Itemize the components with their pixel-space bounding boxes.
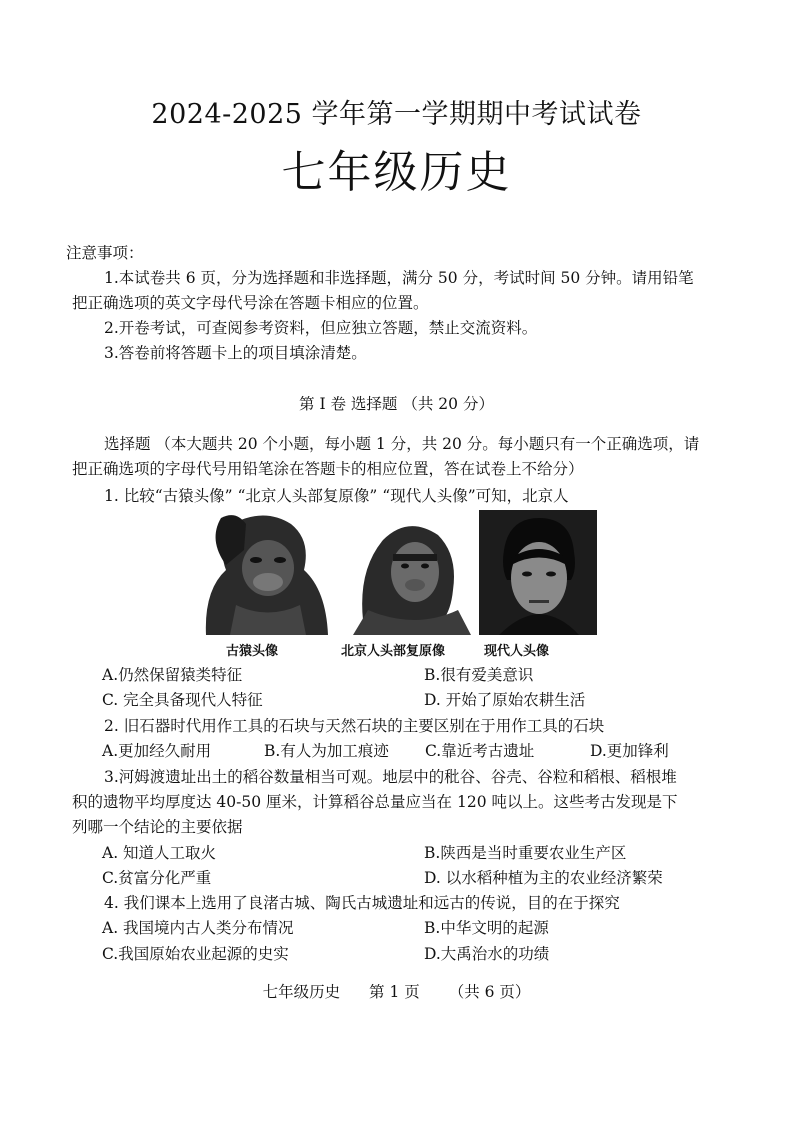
modern-man-head-image xyxy=(479,510,597,635)
exam-title: 2024-2025 学年第一学期期中考试试卷 xyxy=(151,99,642,130)
section-instructions: 选择题 （本大题共 20 个小题，每小题 1 分，共 20 分。每小题只有一个正确选项，请 xyxy=(104,435,700,453)
caption-ape-head: 古猿头像 xyxy=(226,644,279,659)
q3-stem: 3.河姆渡遗址出土的稻谷数量相当可观。地层中的秕谷、谷壳、谷粒和稻根、稻根堆 xyxy=(104,768,677,786)
q3-option-a: A. 知道人工取火 xyxy=(102,844,217,862)
q1-option-c: C. 完全具备现代人特征 xyxy=(102,691,263,709)
q3-option-b: B.陕西是当时重要农业生产区 xyxy=(424,844,627,862)
peking-man-bust-image xyxy=(343,510,473,635)
q2-option-c: C.靠近考古遗址 xyxy=(425,742,535,760)
notice-item-1: 1.本试卷共 6 页，分为选择题和非选择题，满分 50 分，考试时间 50 分钟。请用铅笔 xyxy=(104,269,694,287)
q3-stem-cont-2: 列哪一个结论的主要依据 xyxy=(72,818,243,836)
exam-subject: 七年级历史 xyxy=(281,147,512,198)
q1-stem: 1. 比较“古猿头像” “北京人头部复原像” “现代人头像”可知，北京人 xyxy=(104,487,569,505)
q4-option-c: C.我国原始农业起源的史实 xyxy=(102,945,289,963)
notice-item-3: 3.答卷前将答题卡上的项目填涂清楚。 xyxy=(104,344,367,362)
q1-option-d: D. 开始了原始农耕生活 xyxy=(424,691,586,709)
q2-option-d: D.更加锋利 xyxy=(590,742,669,760)
q3-option-c: C.贫富分化严重 xyxy=(102,869,212,887)
caption-peking-man: 北京人头部复原像 xyxy=(341,644,446,659)
footer-subject: 七年级历史 xyxy=(262,983,341,1001)
footer-total-pages: （共 6 页） xyxy=(448,983,531,1001)
page-footer xyxy=(0,980,793,1002)
notice-heading: 注意事项： xyxy=(66,244,144,262)
q2-option-b: B.有人为加工痕迹 xyxy=(264,742,389,760)
footer-page-number: 第 1 页 xyxy=(369,983,420,1001)
q3-option-d: D. 以水稻种植为主的农业经济繁荣 xyxy=(424,869,663,887)
q2-stem: 2. 旧石器时代用作工具的石块与天然石块的主要区别在于用作工具的石块 xyxy=(104,717,605,735)
q1-figure xyxy=(0,510,793,660)
q4-stem: 4. 我们课本上选用了良渚古城、陶氏古城遗址和远古的传说，目的在于探究 xyxy=(104,894,620,912)
notice-item-1-cont: 把正确选项的英文字母代号涂在答题卡相应的位置。 xyxy=(72,294,429,312)
q1-option-a: A.仍然保留猿类特征 xyxy=(102,666,243,684)
q4-option-b: B.中华文明的起源 xyxy=(424,919,549,937)
q2-option-a: A.更加经久耐用 xyxy=(102,742,212,760)
q4-option-d: D.大禹治水的功绩 xyxy=(424,945,550,963)
ape-head-image xyxy=(196,510,336,635)
notice-item-2: 2.开卷考试，可查阅参考资料，但应独立答题，禁止交流资料。 xyxy=(104,319,538,337)
q3-stem-cont-1: 积的遗物平均厚度达 40-50 厘米，计算稻谷总量应当在 120 吨以上。这些考古发现是下 xyxy=(72,793,678,811)
section-instructions-cont: 把正确选项的字母代号用铅笔涂在答题卡的相应位置，答在试卷上不给分） xyxy=(72,460,584,478)
q1-option-b: B.很有爱美意识 xyxy=(424,666,534,684)
q4-option-a: A. 我国境内古人类分布情况 xyxy=(102,919,294,937)
caption-modern-man: 现代人头像 xyxy=(484,644,550,659)
section-title: 第 I 卷 选择题 （共 20 分） xyxy=(299,395,494,413)
